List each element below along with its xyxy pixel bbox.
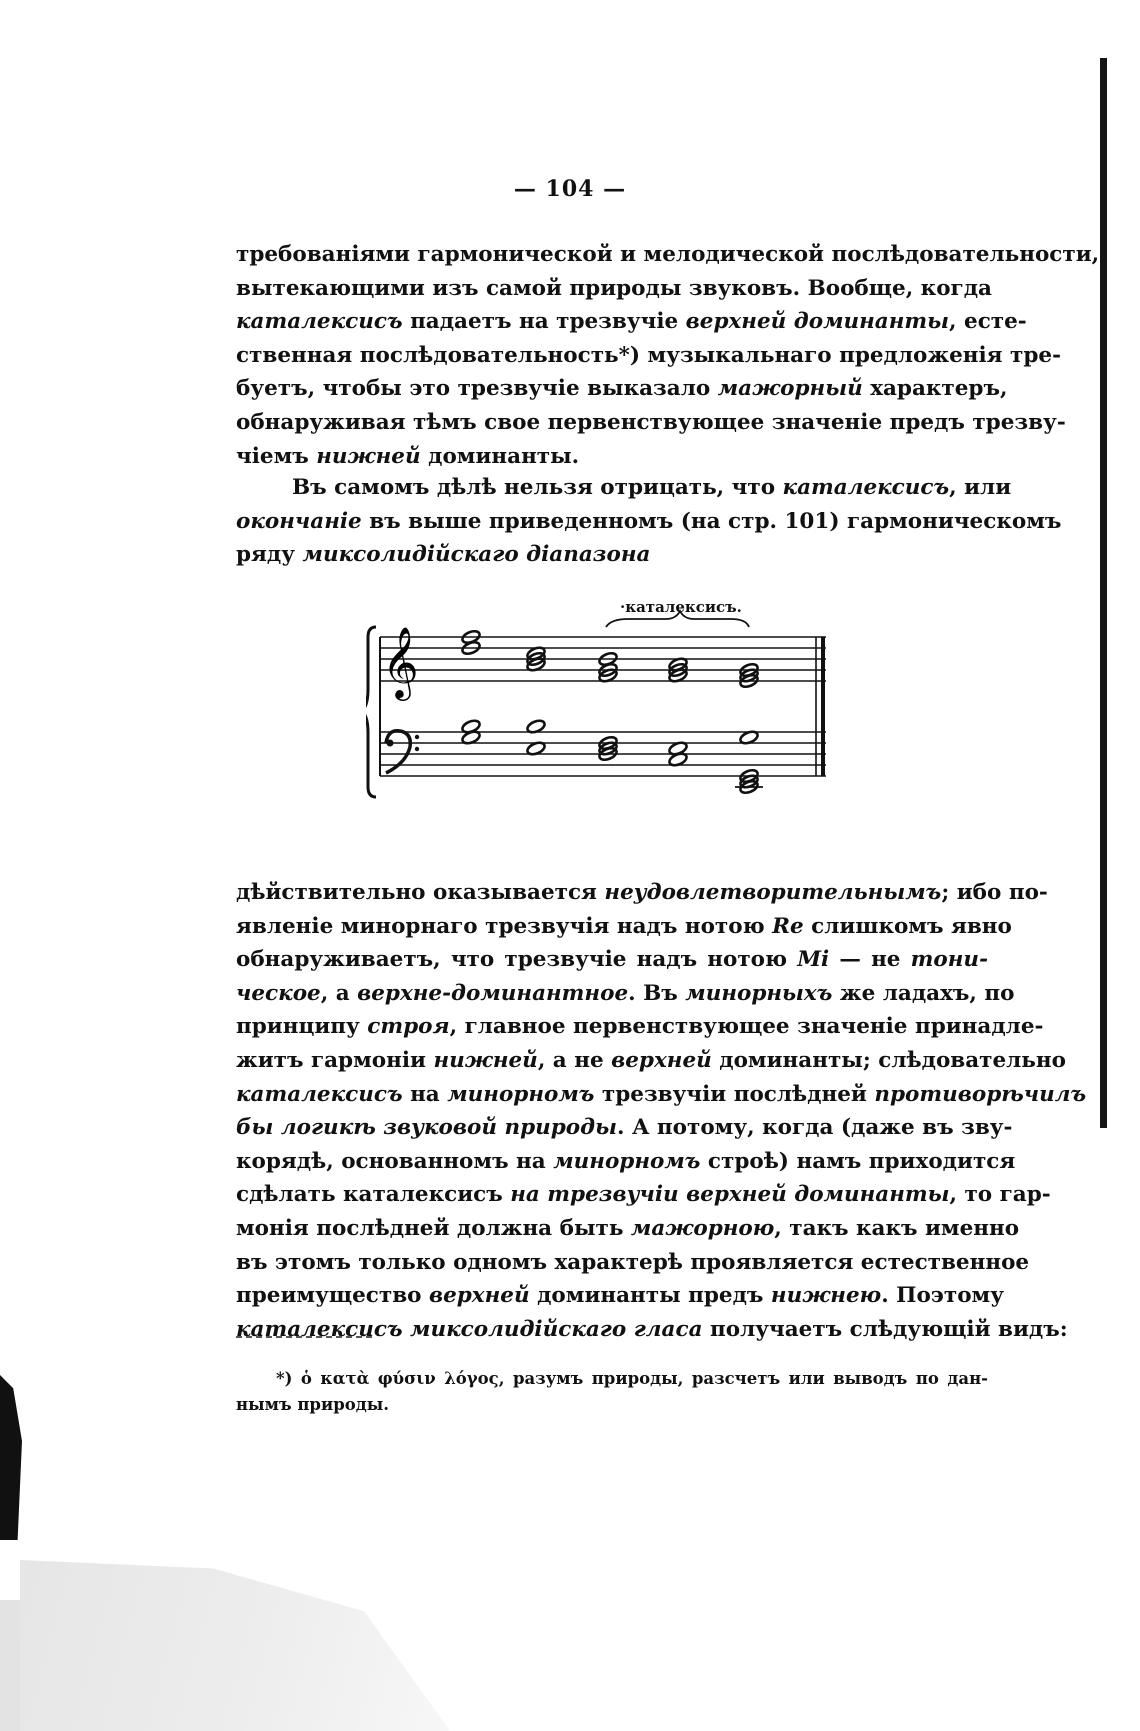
text-run: . Поэтому — [881, 1283, 1004, 1309]
text-run: ряду — [236, 542, 303, 568]
italic-run: каталексисъ — [236, 309, 403, 335]
text-line — [236, 238, 1100, 272]
text-run: же ладахъ, по — [832, 980, 1015, 1006]
text-line — [236, 339, 1062, 373]
text-run: , то гар- — [949, 1182, 1051, 1208]
italic-run: верхней доминанты — [685, 309, 950, 335]
text-line — [236, 440, 988, 474]
text-run: вытекающими изъ самой природы звуковъ. Вообще, когда — [236, 275, 992, 301]
text-line — [236, 1366, 988, 1392]
text-line — [236, 1111, 1013, 1145]
italic-run: строя — [367, 1014, 450, 1040]
text-run: , главное первенствующее значеніе принадле- — [449, 1014, 1044, 1040]
text-run: обнаруживаетъ, что трезвучіе надъ нотою — [236, 947, 798, 973]
text-line — [236, 406, 1066, 440]
text-line — [236, 1078, 1087, 1112]
italic-run: каталексисъ — [782, 475, 950, 500]
footnote — [236, 1366, 988, 1418]
text-run: требованіями гармонической и мелодической послѣдовательности, — [236, 242, 1100, 267]
text-run: нымъ природы. — [236, 1395, 390, 1414]
bass-clef-icon — [386, 731, 419, 773]
text-run: доминанты; слѣдовательно — [711, 1047, 1066, 1073]
italic-run: окончаніе — [236, 508, 362, 534]
italic-run: верхней — [428, 1283, 530, 1309]
text-line — [236, 1044, 1066, 1078]
katalexis-slur — [606, 611, 749, 627]
text-run: на — [402, 1081, 448, 1107]
text-run: *) ὁ κατὰ φύσιν λόγος, разумъ природы, разсчетъ или выводъ по дан- — [276, 1369, 988, 1388]
text-run: , или — [949, 475, 1012, 500]
scan-edge-mark — [0, 1375, 22, 1540]
text-run: житъ гармоніи — [236, 1047, 434, 1073]
text-line — [236, 1010, 1044, 1044]
paragraph-1 — [236, 238, 1100, 473]
paragraph-3 — [236, 876, 1087, 1346]
text-run: принципу — [236, 1014, 368, 1040]
text-line — [236, 876, 1048, 910]
system-brace — [366, 627, 376, 797]
caption-dot: · — [620, 598, 626, 616]
paragraph-2 — [236, 471, 1062, 572]
chord-notes — [461, 629, 763, 795]
italic-run: нижней — [316, 443, 421, 469]
text-run: строѣ) намъ приходится — [700, 1148, 1016, 1174]
italic-run: минорномъ — [447, 1081, 595, 1107]
text-run: падаетъ на трезвучіе — [402, 309, 686, 335]
italic-run: Re — [772, 913, 804, 939]
music-example — [366, 597, 836, 817]
text-run: — не — [829, 947, 911, 973]
text-run: въ выше приведенномъ (на стр. 101) гармоническомъ — [361, 508, 1062, 534]
text-line — [236, 943, 988, 977]
text-run: ; ибо по- — [941, 880, 1048, 905]
text-run: . А потому, когда (даже въ зву- — [616, 1115, 1013, 1141]
text-line — [236, 1212, 1020, 1246]
text-run: , а — [320, 980, 358, 1006]
italic-run: миксолидійскаго діапазона — [302, 542, 651, 568]
text-run: ственная послѣдовательность*) музыкальнаго предложенія тре- — [236, 342, 1062, 368]
italic-run: мажорный — [717, 376, 863, 402]
text-run: чіемъ — [236, 443, 317, 469]
text-line — [236, 538, 988, 572]
text-run: , такъ какъ именно — [774, 1215, 1020, 1241]
text-line — [236, 1178, 1051, 1212]
text-run: доминанты. — [420, 443, 580, 469]
text-run: , а не — [537, 1047, 612, 1073]
text-line — [236, 910, 1012, 944]
text-run: обнаруживая тѣмъ свое первенствующее значеніе предъ трезву- — [236, 409, 1066, 435]
text-line — [236, 1313, 1068, 1347]
text-run: трезвучіи послѣдней — [594, 1081, 875, 1107]
footnote-separator — [236, 1336, 372, 1338]
text-line — [236, 471, 1012, 505]
text-run: , есте- — [949, 309, 1027, 335]
text-line — [236, 977, 1015, 1011]
text-line — [236, 1145, 1016, 1179]
text-line — [236, 1279, 1004, 1313]
italic-run: каталексисъ — [236, 1081, 403, 1107]
italic-run: минорныхъ — [685, 980, 833, 1006]
italic-run: верхне-доминантное — [357, 980, 629, 1006]
text-run: характеръ, — [862, 376, 1008, 402]
italic-run: противорѣчилъ — [874, 1081, 1087, 1107]
italic-run: мажорною — [630, 1215, 775, 1241]
italic-run: нижнею — [770, 1283, 882, 1309]
scan-edge-bar — [1100, 58, 1107, 1128]
text-run: слишкомъ явно — [803, 913, 1012, 939]
italic-run: каталексисъ миксолидійскаго гласа — [236, 1316, 703, 1342]
text-run: въ этомъ только одномъ характерѣ проявляется естественное — [236, 1249, 1030, 1275]
italic-run: минорномъ — [553, 1148, 701, 1174]
text-line — [236, 1246, 1030, 1280]
text-run: сдѣлать каталексисъ — [236, 1182, 511, 1208]
treble-clef-icon: 𝄞 — [382, 625, 419, 698]
page-number: — 104 — — [513, 176, 627, 202]
text-line — [236, 505, 1062, 539]
text-run: монія послѣдней должна быть — [236, 1215, 631, 1241]
text-run: явленіе минорнаго трезвучія надъ нотою — [236, 913, 773, 939]
text-line — [236, 305, 1027, 339]
italic-run: тони- — [910, 947, 988, 973]
italic-run: неудовлетворительнымъ — [604, 880, 942, 905]
text-run: получаетъ слѣдующій видъ: — [702, 1316, 1068, 1342]
text-run: преимущество — [236, 1283, 429, 1309]
text-line — [236, 372, 1008, 406]
text-run: буетъ, чтобы это трезвучіе выказало — [236, 376, 718, 402]
text-run: Въ самомъ дѣлѣ нельзя отрицать, что — [292, 475, 783, 500]
italic-run: ческое — [236, 980, 321, 1006]
italic-run: на трезвучіи верхней доминанты — [510, 1182, 950, 1208]
final-barline — [816, 637, 823, 776]
italic-run: верхней — [611, 1047, 712, 1073]
text-line — [236, 1392, 988, 1418]
scan-shadow-fold — [20, 1560, 450, 1731]
italic-run: нижней — [433, 1047, 538, 1073]
text-run: доминанты предъ — [529, 1283, 771, 1309]
italic-run: Mi — [797, 947, 830, 973]
text-run: дѣйствительно оказывается — [236, 880, 605, 905]
italic-run: бы логикѣ звуковой природы — [236, 1115, 617, 1141]
text-run: корядѣ, основанномъ на — [236, 1148, 554, 1174]
text-run: . Въ — [628, 980, 686, 1006]
caption-text: каталексисъ. — [625, 598, 742, 616]
text-line — [236, 272, 992, 306]
